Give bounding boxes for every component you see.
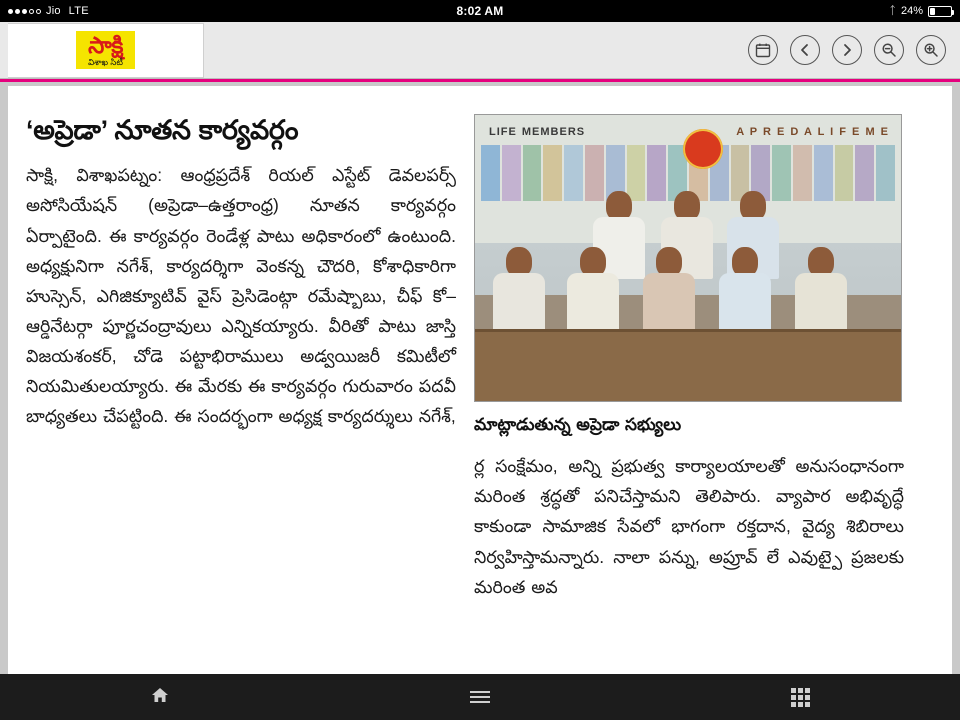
accent-divider <box>0 79 960 82</box>
logo-edition: విశాఖ సిటీ <box>88 57 123 68</box>
calendar-button[interactable] <box>748 35 778 65</box>
article-body-column-2: ర్ల సంక్షేమం, అన్ని ప్రభుత్వ కార్యాలయాలతో అనుసంధానంగా మరింత శ్రద్ధతో పనిచేస్తామని తెలిపారు. వ్యాపార అభివృద్ధే కాకుండా సామాజిక సేవలో భాగంగా రక్తదాన, వైద్య శిబిరాలు నిర్వహిస్తామన్నారు. నాలా పన్ను, అప్రూవ్ లే ఎవుట్పై ప్రజలకు మరింత అవ <box>474 456 904 597</box>
carrier-label: Jio <box>46 5 61 17</box>
menu-button[interactable] <box>320 688 640 706</box>
photo-table <box>475 329 901 401</box>
photo-caption: మాట్లాడుతున్న అప్రెడా సభ్యులు <box>474 415 682 434</box>
group-photo-of-association-members <box>474 114 902 402</box>
thumbnails-button[interactable] <box>640 688 960 707</box>
bottom-navigation-bar <box>0 674 960 720</box>
toolbar-actions <box>748 35 946 65</box>
article-headline: ‘అప్రెడా’ నూతన కార్యవర్గం <box>26 115 299 145</box>
bluetooth-icon: ᛏ <box>889 4 896 17</box>
previous-page-button[interactable] <box>790 35 820 65</box>
article-figure <box>474 114 904 439</box>
app-toolbar <box>0 22 960 79</box>
article-column-left <box>26 114 456 604</box>
newspaper-masthead[interactable] <box>8 23 204 78</box>
zoom-out-button[interactable] <box>874 35 904 65</box>
home-icon <box>151 686 169 709</box>
wall-label-left: LIFE MEMBERS <box>489 126 586 138</box>
logo-title: సాక్షి <box>88 32 123 59</box>
association-emblem-icon <box>683 129 723 169</box>
next-page-button[interactable] <box>832 35 862 65</box>
article-body-column-1: సాక్షి, విశాఖపట్నం: ఆంధ్రప్రదేశ్ రియల్ ఎస్టేట్ డెవలపర్స్ అసోసియేషన్ (అప్రెడా–ఉత్తరాంధ్ర) నూతన కార్యవర్గం ఏర్పాటైంది. ఈ కార్యవర్గం రెండేళ్ల పాటు అధికారంలో ఉంటుంది. అధ్యక్షునిగా నగేశ్, కార్యదర్శిగా వెంకన్న చౌదరి, కోశాధికారిగా హుస్సెన్, ఎగిజిక్యూటివ్ వైస్ ప్రెసిడెంట్గా రమేష్బాబు, చీఫ్ కో–ఆర్డినేటర్గా పూర్ణచంద్రావులు ఎన్నికయ్యారు. వీరితో పాటు జాస్తి విజయశంకర్, చోడె పట్టాభిరాములు అడ్వయిజరీ కమిటీలో నియమితులయ్యారు. ఈ మేరకు ఈ కార్యవర్గం గురువారం పదవీ బాధ్యతలు చేపట్టింది. ఈ సందర్భంగా అధ్యక్ష కార్యదర్శులు నగేశ్, <box>26 165 456 427</box>
article-columns <box>26 114 934 604</box>
home-button[interactable] <box>0 686 320 709</box>
wall-label-right: A P R E D A L I F E M E <box>736 126 889 138</box>
status-bar <box>0 0 960 22</box>
network-type-label: LTE <box>68 5 89 17</box>
grid-icon <box>791 688 810 707</box>
clock-label: 8:02 AM <box>456 4 504 18</box>
battery-percent-label: 24% <box>900 5 923 17</box>
zoom-in-button[interactable] <box>916 35 946 65</box>
battery-icon <box>928 6 952 17</box>
newspaper-page[interactable] <box>8 86 952 674</box>
hamburger-icon <box>470 688 490 706</box>
sakshi-logo <box>76 31 135 68</box>
status-bar-right <box>889 5 952 17</box>
article-column-right <box>474 114 904 604</box>
